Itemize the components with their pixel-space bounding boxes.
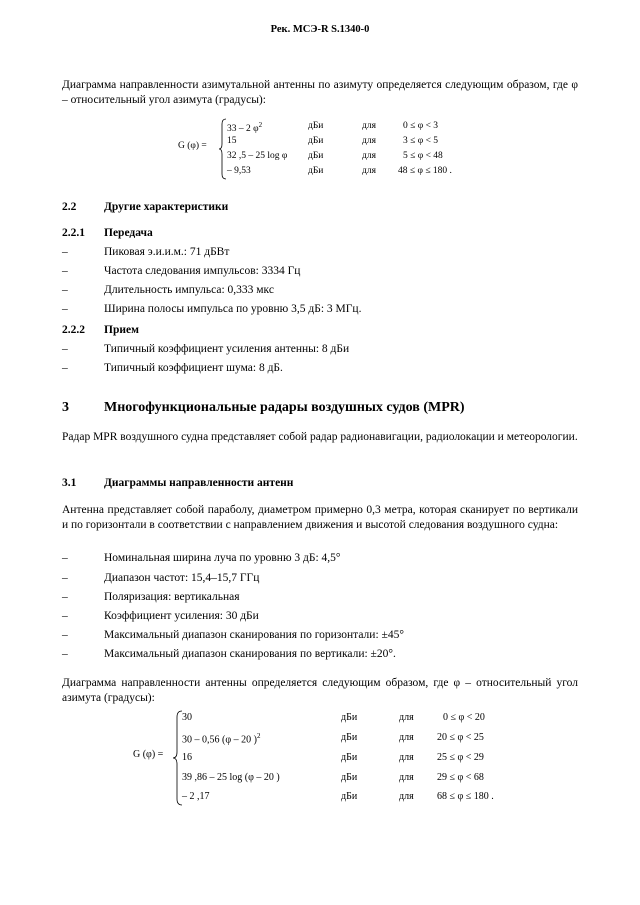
- list-item: – Коэффициент усиления: 30 дБи: [62, 610, 259, 622]
- formula2-unit: дБи: [341, 772, 358, 783]
- formula1-unit: дБи: [308, 151, 324, 161]
- formula2-unit: дБи: [341, 752, 358, 763]
- section-number: 2.2: [62, 201, 77, 213]
- list-item: – Типичный коэффициент шума: 8 дБ.: [62, 362, 283, 374]
- formula2-cond: 0 ≤ φ < 20: [443, 712, 485, 723]
- formula1-expr: 33 – 2 φ: [227, 124, 259, 135]
- formula2-for: для: [399, 772, 414, 783]
- section-2-2-2-heading: [62, 324, 139, 336]
- formula2-unit: дБи: [341, 791, 358, 802]
- section-number: 3.1: [62, 477, 77, 489]
- formula1-expr: 15: [227, 136, 237, 146]
- formula1-cond: 5 ≤ φ < 48: [403, 151, 443, 161]
- list-item: – Диапазон частот: 15,4–15,7 ГГц: [62, 572, 260, 584]
- formula2-cond: 25 ≤ φ < 29: [437, 752, 484, 763]
- formula2-unit: дБи: [341, 712, 358, 723]
- list-item: – Максимальный диапазон сканирования по вертикали: ±20°.: [62, 648, 396, 660]
- section-number: 3: [62, 400, 69, 415]
- section-3-1-paragraph: Антенна представляет собой параболу, диаметром примерно 0,3 метра, которая сканирует по вертикали и по горизонтали в соответствии с направлением движения и высотой следования воздушного судна:: [62, 504, 578, 531]
- section-title: Диаграммы направленности антенн: [104, 477, 294, 489]
- formula1-cond: 0 ≤ φ < 3: [403, 121, 439, 131]
- formula1-for: для: [362, 166, 376, 176]
- formula1-unit: дБи: [308, 121, 324, 131]
- formula1-unit: дБи: [308, 166, 324, 176]
- formula1-for: для: [362, 151, 376, 161]
- list-item: – Пиковая э.и.и.м.: 71 дБВт: [62, 246, 230, 258]
- list-item: – Типичный коэффициент усиления антенны: 8 дБи: [62, 343, 350, 355]
- formula2-unit: дБи: [341, 732, 358, 743]
- section-title: Передача: [104, 227, 153, 239]
- formula2-for: для: [399, 752, 414, 763]
- section-title: Многофункциональные радары воздушных судов (MPR): [104, 400, 465, 415]
- list-item: – Частота следования импульсов: 3334 Гц: [62, 265, 301, 277]
- formula2-for: для: [399, 732, 414, 743]
- formula1-for: для: [362, 121, 376, 131]
- azimuth-intro-paragraph: Диаграмма направленности азимутальной антенны по азимуту определяется следующим образом, где φ – относительный угол азимута (градусы):: [62, 79, 578, 106]
- list-item: – Номинальная ширина луча по уровню 3 дБ: 4,5°: [62, 552, 341, 564]
- formula1-sup: 2: [258, 121, 263, 129]
- section-2-2-1-heading: [62, 227, 153, 239]
- section-2-2-heading: [62, 201, 228, 213]
- list-item: – Длительность импульса: 0,333 мкс: [62, 284, 274, 296]
- formula1-expr: 32 ,5 – 25 log φ: [227, 151, 288, 161]
- section-title: Прием: [104, 324, 139, 336]
- formula1-unit: дБи: [308, 136, 324, 146]
- section-number: 2.2.2: [62, 324, 85, 336]
- section-3-1-heading: [62, 477, 293, 489]
- list-item: – Максимальный диапазон сканирования по горизонтали: ±45°: [62, 629, 404, 641]
- formula2-sup: 2: [256, 732, 261, 740]
- formula2-cond: 20 ≤ φ < 25: [437, 732, 484, 743]
- formula1-expr: – 9,53: [227, 166, 251, 176]
- formula2-for: для: [399, 791, 414, 802]
- formula2-expr: – 2 ,17: [182, 791, 210, 802]
- formula2-intro-paragraph: Диаграмма направленности антенны определяется следующим образом, где φ – относительный угол азимута (градусы):: [62, 677, 578, 704]
- list-item: – Ширина полосы импульса по уровню 3,5 дБ: 3 МГц.: [62, 303, 362, 315]
- formula2-expr: 16: [182, 752, 192, 763]
- section-number: 2.2.1: [62, 227, 85, 239]
- formula2-for: для: [399, 712, 414, 723]
- section-3-heading: [62, 400, 465, 416]
- formula2-expr: 30 – 0,56 (φ – 20 ): [182, 734, 257, 746]
- section-title: Другие характеристики: [104, 201, 229, 213]
- formula1-lhs: G (φ) =: [178, 141, 207, 151]
- section-3-paragraph: Радар MPR воздушного судна представляет собой радар радионавигации, радиолокации и метеорологии.: [62, 431, 578, 443]
- formula2-expr: 30: [182, 712, 192, 723]
- formula2-cond: 29 ≤ φ < 68: [437, 772, 484, 783]
- list-item: – Поляризация: вертикальная: [62, 591, 240, 603]
- formula2-cond: 68 ≤ φ ≤ 180 .: [437, 791, 494, 802]
- formula2-expr: 39 ,86 – 25 log (φ – 20 ): [182, 772, 280, 783]
- formula2-lhs: G (φ) =: [133, 749, 164, 760]
- formula1-cond: 48 ≤ φ ≤ 180 .: [398, 166, 452, 176]
- formula1-for: для: [362, 136, 376, 146]
- formula1-cond: 3 ≤ φ < 5: [403, 136, 439, 146]
- page-header: Рек. МСЭ-R S.1340-0: [270, 24, 370, 35]
